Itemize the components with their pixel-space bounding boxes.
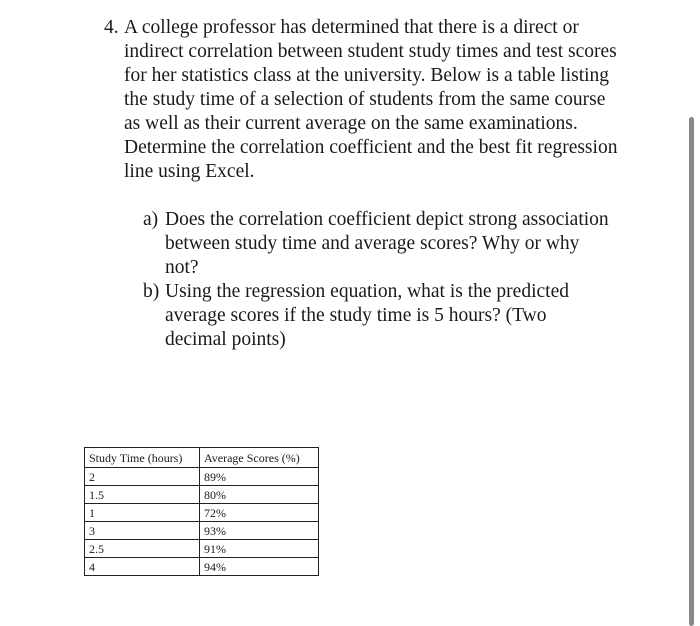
subquestion-a: [143, 208, 613, 280]
subquestion-a-label: a): [143, 209, 159, 230]
table-row: [85, 504, 319, 522]
table-row: [85, 522, 319, 540]
header-average-scores: Average Scores (%): [200, 448, 319, 468]
cell-average-score: 89%: [200, 468, 319, 486]
cell-average-score: 80%: [200, 486, 319, 504]
cell-study-time: 4: [85, 558, 200, 576]
subquestion-b: [143, 280, 613, 352]
subquestion-a-text: Does the correlation coefficient depict strong association between study time and average scores? Why or why not?: [165, 209, 609, 278]
study-time-table: [84, 447, 319, 576]
cell-average-score: 94%: [200, 558, 319, 576]
cell-average-score: 93%: [200, 522, 319, 540]
table-header-row: [85, 448, 319, 468]
subquestion-b-text: Using the regression equation, what is the predicted average scores if the study time is 5 hours? (Two decimal points): [165, 281, 569, 350]
subquestion-b-label: b): [143, 281, 160, 302]
cell-study-time: 2.5: [85, 540, 200, 558]
table-row: [85, 558, 319, 576]
table-row: [85, 540, 319, 558]
cell-study-time: 1: [85, 504, 200, 522]
cell-average-score: 72%: [200, 504, 319, 522]
question-4: [104, 16, 624, 184]
cell-study-time: 3: [85, 522, 200, 540]
cell-average-score: 91%: [200, 540, 319, 558]
cell-study-time: 1.5: [85, 486, 200, 504]
table-row: [85, 486, 319, 504]
header-study-time: Study Time (hours): [85, 448, 200, 468]
table-row: [85, 468, 319, 486]
cell-study-time: 2: [85, 468, 200, 486]
vertical-scrollbar[interactable]: [689, 117, 694, 626]
question-text: A college professor has determined that there is a direct or indirect correlation between student study times and test scores for her statistics class at the university. Below is a table listing the study time of a selection of students from the same course as well as their current average on the same examinations. Determine the correlation coefficient and the best fit regression line using Excel.: [124, 17, 618, 182]
question-number: 4.: [104, 17, 119, 38]
